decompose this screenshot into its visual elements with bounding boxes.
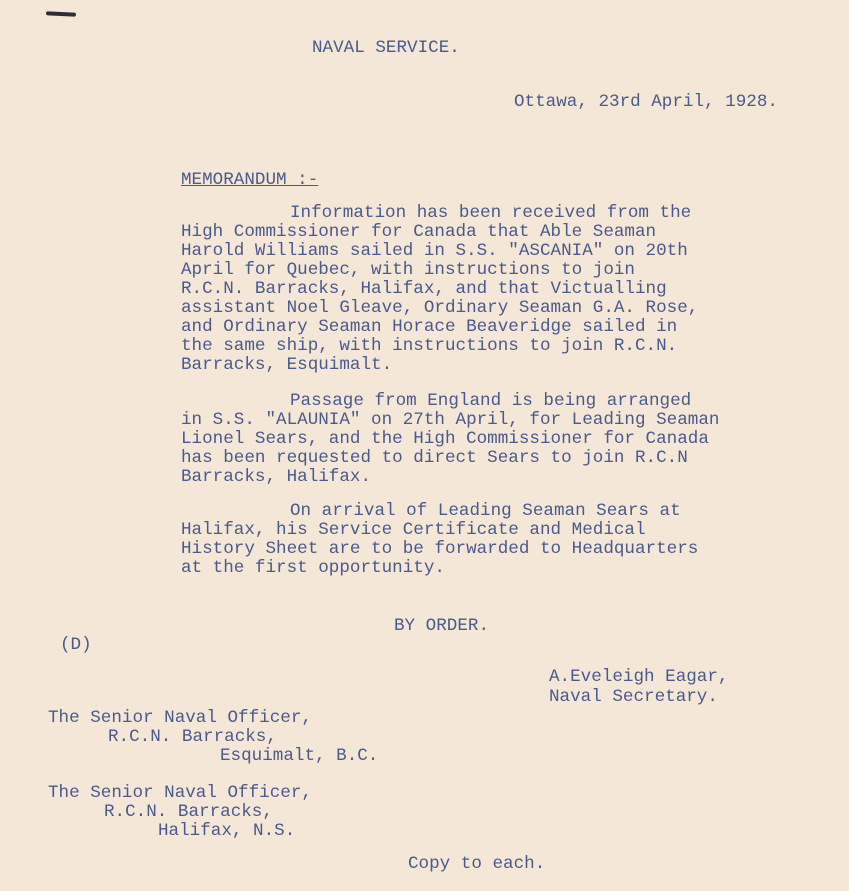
memo-heading: MEMORANDUM :- bbox=[181, 170, 319, 190]
paragraph-line: Harold Williams sailed in S.S. "ASCANIA" on 20th bbox=[181, 241, 688, 261]
paragraph-line: has been requested to direct Sears to join R.C.N bbox=[181, 448, 688, 468]
paragraph-line: Halifax, his Service Certificate and Medical bbox=[181, 520, 646, 540]
paragraph-line: in S.S. "ALAUNIA" on 27th April, for Leading Seaman bbox=[181, 410, 720, 430]
paragraph-line: Passage from England is being arranged bbox=[290, 391, 692, 411]
paragraph-line: High Commissioner for Canada that Able Seaman bbox=[181, 222, 657, 242]
addressee-line: The Senior Naval Officer, bbox=[48, 783, 312, 803]
paragraph-line: Lionel Sears, and the High Commissioner for Canada bbox=[181, 429, 709, 449]
document-title: NAVAL SERVICE. bbox=[312, 38, 460, 58]
signature-name: A.Eveleigh Eagar, bbox=[549, 667, 729, 687]
addressee-line: R.C.N. Barracks, bbox=[104, 802, 273, 822]
paragraph-line: at the first opportunity. bbox=[181, 558, 445, 578]
addressee-line: Esquimalt, B.C. bbox=[220, 746, 379, 766]
addressee-line: Halifax, N.S. bbox=[158, 821, 296, 841]
paragraph-line: Information has been received from the bbox=[290, 203, 692, 223]
paragraph-line: Barracks, Halifax. bbox=[181, 467, 372, 487]
dateline: Ottawa, 23rd April, 1928. bbox=[514, 92, 778, 112]
paragraph-line: assistant Noel Gleave, Ordinary Seaman G.A. Rose, bbox=[181, 298, 699, 318]
paragraph-line: and Ordinary Seaman Horace Beaveridge sailed in bbox=[181, 317, 678, 337]
addressee-line: R.C.N. Barracks, bbox=[108, 727, 277, 747]
file-marker: (D) bbox=[60, 635, 92, 655]
paragraph-line: Barracks, Esquimalt. bbox=[181, 355, 393, 375]
paragraph-line: On arrival of Leading Seaman Sears at bbox=[290, 501, 681, 521]
signature-title: Naval Secretary. bbox=[549, 687, 718, 707]
by-order: BY ORDER. bbox=[394, 616, 490, 636]
ink-mark bbox=[46, 11, 76, 17]
paragraph-line: R.C.N. Barracks, Halifax, and that Victualling bbox=[181, 279, 667, 299]
copy-note: Copy to each. bbox=[408, 854, 546, 874]
paragraph-line: April for Quebec, with instructions to join bbox=[181, 260, 635, 280]
paragraph-line: History Sheet are to be forwarded to Headquarters bbox=[181, 539, 699, 559]
paragraph-line: the same ship, with instructions to join R.C.N. bbox=[181, 336, 678, 356]
addressee-line: The Senior Naval Officer, bbox=[48, 708, 312, 728]
